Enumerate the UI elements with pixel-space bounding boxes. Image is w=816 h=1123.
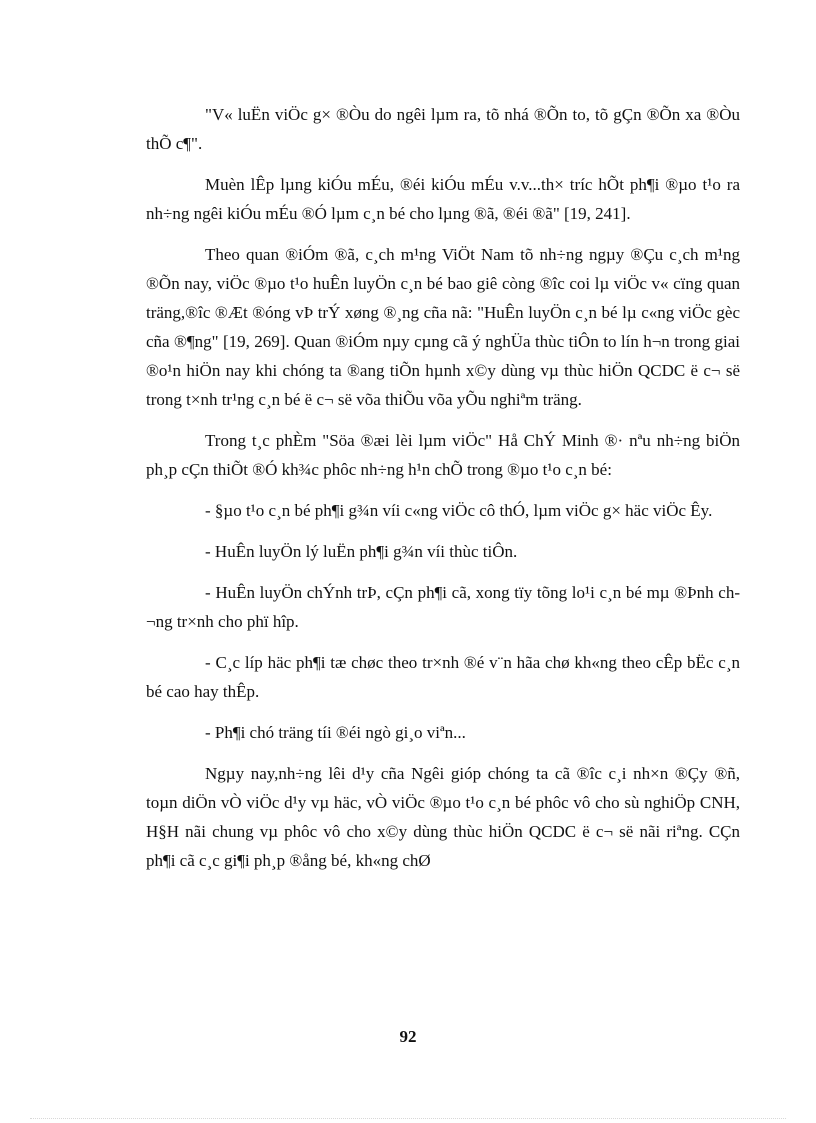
bullet-item: - §µo t¹o c¸n bé ph¶i g¾n víi c«ng viÖc cô thÓ, lµm viÖc g× häc viÖc Êy. bbox=[205, 501, 713, 520]
bullet-item: - HuÊn luyÖn chÝnh trÞ, cÇn ph¶i cã, xong tïy tõng lo¹i c¸n bé mµ ®Þnh ch¬ng tr×nh cho phï hîp. bbox=[146, 583, 740, 631]
bullet-item: - HuÊn luyÖn lý luËn ph¶i g¾n víi thùc tiÔn. bbox=[205, 542, 518, 561]
bottom-divider bbox=[30, 1118, 786, 1119]
paragraph-quote-end: "V« luËn viÖc g× ®Òu do ngêi lµm ra, tõ nhá ®Õn to, tõ gÇn ®Õn xa ®Òu thÕ c¶". bbox=[146, 105, 740, 153]
page-number: 92 bbox=[399, 1027, 417, 1046]
bullet-item: - C¸c líp häc ph¶i tæ chøc theo tr×nh ®é v¨n hãa chø kh«ng theo cÊp bËc c¸n bé cao hay thÊp. bbox=[146, 653, 740, 701]
paragraph-closing: Ngµy nay,nh÷ng lêi d¹y cña Ngêi gióp chóng ta cã ®îc c¸i nh×n ®Çy ®ñ, toµn diÖn vÒ viÖc d¹y vµ häc, vÒ viÖc ®µo t¹o c¸n bé phôc vô cho sù nghiÖp CNH, H§H nãi chung vµ phôc vô cho x©y dùng thùc hiÖn QCDC ë c¬ së nãi riªng. CÇn ph¶i cã c¸c gi¶i ph¸p ®ång bé, kh«ng chØ bbox=[146, 764, 740, 870]
paragraph-work-reform: Trong t¸c phÈm "Söa ®æi lèi lµm viÖc" Hå ChÝ Minh ®· nªu nh÷ng biÖn ph¸p cÇn thiÕt ®Ó kh¾c phôc nh÷ng h¹n chÕ trong ®µo t¹o c¸n bé: bbox=[146, 431, 740, 479]
paragraph-model-village: Muèn lÊp lµng kiÓu mÉu, ®éi kiÓu mÉu v.v...th× tríc hÕt ph¶i ®µo t¹o ra nh÷ng ngêi kiÓu mÉu ®Ó lµm c¸n bé cho lµng ®ã, ®éi ®ã" [19, 241]. bbox=[146, 175, 740, 223]
bullet-item: - Ph¶i chó träng tíi ®éi ngò gi¸o viªn... bbox=[205, 723, 466, 742]
body-text bbox=[146, 100, 740, 887]
paragraph-training-view: Theo quan ®iÓm ®ã, c¸ch m¹ng ViÖt Nam tõ nh÷ng ngµy ®Çu c¸ch m¹ng ®Õn nay, viÖc ®µo t¹o huÊn luyÖn c¸n bé bao giê còng ®îc coi lµ viÖc v« cïng quan träng,®îc ®Æt ®óng vÞ trÝ xøng ®¸ng cña nã: "HuÊn luyÖn c¸n bé lµ c«ng viÖc gèc cña ®¶ng" [19, 269]. Quan ®iÓm nµy cµng cã ý nghÜa thùc tiÔn to lín h¬n trong giai ®o¹n hiÖn nay khi chóng ta ®ang tiÕn hµnh x©y dùng vµ thùc hiÖn QCDC ë c¬ së trong t×nh tr¹ng c¸n bé ë c¬ së võa thiÕu võa yÕu nghiªm träng. bbox=[146, 245, 740, 409]
